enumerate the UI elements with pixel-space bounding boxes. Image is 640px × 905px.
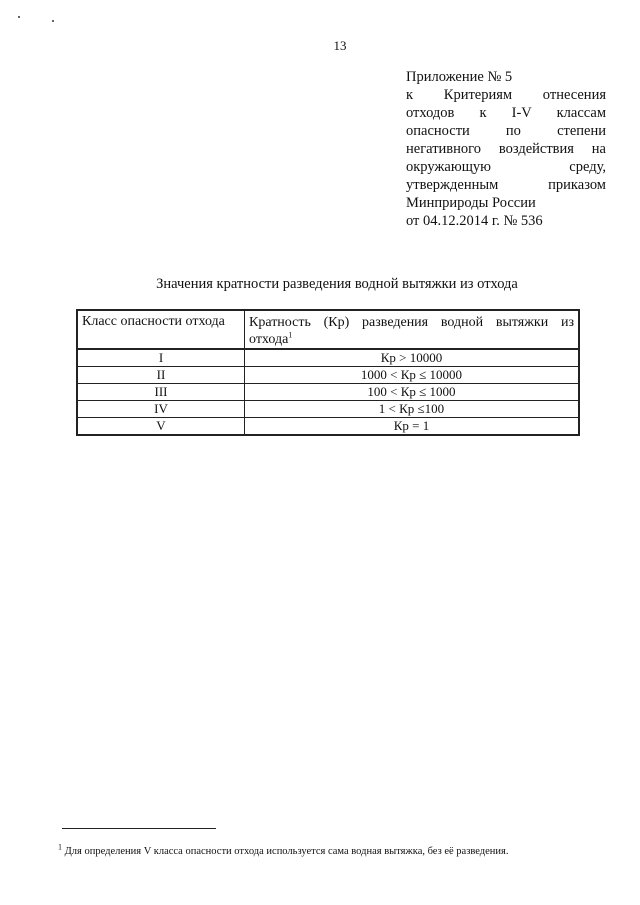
- footnote-mark: 1: [288, 330, 293, 340]
- appendix-line: Приложение № 5: [406, 69, 513, 85]
- table-row: [77, 349, 579, 367]
- appendix-line: опасности по степени: [406, 123, 606, 139]
- dilution-value-cell: 100 < Кр ≤ 1000: [245, 384, 580, 401]
- footnote-separator: [62, 828, 216, 829]
- appendix-line: Минприроды России: [406, 195, 536, 211]
- dilution-table: [76, 309, 580, 436]
- appendix-line: от 04.12.2014 г. № 536: [406, 213, 543, 229]
- dilution-value-cell: Кр = 1: [245, 418, 580, 436]
- hazard-class-cell: V: [77, 418, 245, 436]
- footnote-text: Для определения V класса опасности отхода используется сама водная вытяжка, без её разведения.: [64, 846, 509, 857]
- dilution-value-cell: Кр > 10000: [245, 349, 580, 367]
- hazard-class-cell: I: [77, 349, 245, 367]
- footnote: [58, 842, 509, 857]
- table-row: [77, 418, 579, 436]
- hazard-class-cell: IV: [77, 401, 245, 418]
- table-row: [77, 384, 579, 401]
- table-header-row: [77, 310, 579, 349]
- appendix-line: к Критериям отнесения: [406, 87, 606, 103]
- table-row: [77, 401, 579, 418]
- header-hazard-class: Класс опасности отхода: [77, 310, 245, 349]
- page-number: 13: [333, 38, 347, 53]
- hazard-class-cell: II: [77, 367, 245, 384]
- hazard-class-cell: III: [77, 384, 245, 401]
- header-dilution-ratio-text: Кратность (Кр) разведения водной вытяжки из отхода: [249, 315, 574, 347]
- dilution-value-cell: 1000 < Кр ≤ 10000: [245, 367, 580, 384]
- scan-speck: [52, 20, 54, 22]
- appendix-line: окружающую среду,: [406, 159, 606, 175]
- footnote-number: 1: [58, 842, 62, 852]
- document-title: Значения кратности разведения водной вытяжки из отхода: [156, 276, 518, 292]
- appendix-header: [406, 68, 606, 230]
- header-dilution-ratio: [245, 310, 580, 349]
- appendix-line: отходов к I-V классам: [406, 105, 606, 121]
- table-row: [77, 367, 579, 384]
- appendix-line: утвержденным приказом: [406, 177, 606, 193]
- scan-speck: [18, 16, 20, 18]
- appendix-line: негативного воздействия на: [406, 141, 606, 157]
- dilution-value-cell: 1 < Кр ≤100: [245, 401, 580, 418]
